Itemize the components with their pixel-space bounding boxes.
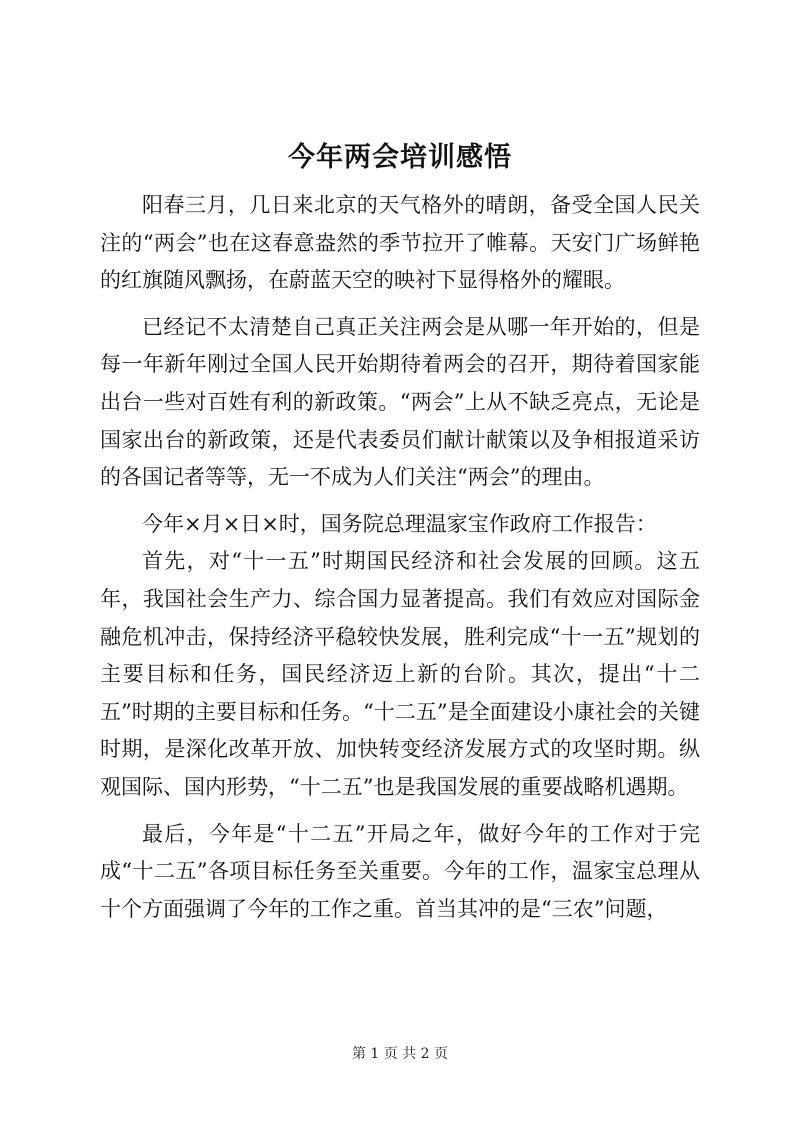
paragraph-3: 今年×月×日×时，国务院总理温家宝作政府工作报告： (142, 511, 657, 536)
paragraph-1: 阳春三月，几日来北京的天气格外的晴朗，备受全国人民关注的“两会”也在这春意盎然的季节拉开了帷幕。天安门广场鲜艳的红旗随风飘扬，在蔚蓝天空的映衬下显得格外的耀眼。 (100, 193, 700, 293)
document-title: 今年两会培训感悟 (288, 142, 512, 173)
page-footer: 第 1 页 共 2 页 (351, 1046, 449, 1062)
document-body (100, 187, 700, 928)
paragraph-4: 首先，对“十一五”时期国民经济和社会发展的回顾。这五年，我国社会生产力、综合国力显著提高。我们有效应对国际金融危机冲击，保持经济平稳较快发展，胜利完成“十一五”规划的主要目标和任务，国民经济迈上新的台阶。其次，提出“十二五”时期的主要目标和任务。“十二五”是全面建设小康社会的关键时期，是深化改革开放、加快转变经济发展方式的攻坚时期。纵观国际、国内形势，“十二五”也是我国发展的重要战略机遇期。 (100, 549, 700, 799)
paragraph-2: 已经记不太清楚自己真正关注两会是从哪一年开始的，但是每一年新年刚过全国人民开始期待着两会的召开，期待着国家能出台一些对百姓有利的新政策。“两会”上从不缺乏亮点，无论是国家出台的新政策，还是代表委员们献计献策以及争相报道采访的各国记者等等，无一不成为人们关注“两会”的理由。 (100, 314, 700, 490)
paragraph-5: 最后，今年是“十二五”开局之年，做好今年的工作对于完成“十二五”各项目标任务至关重要。今年的工作，温家宝总理从十个方面强调了今年的工作之重。首当其冲的是“三农”问题， (100, 821, 700, 921)
